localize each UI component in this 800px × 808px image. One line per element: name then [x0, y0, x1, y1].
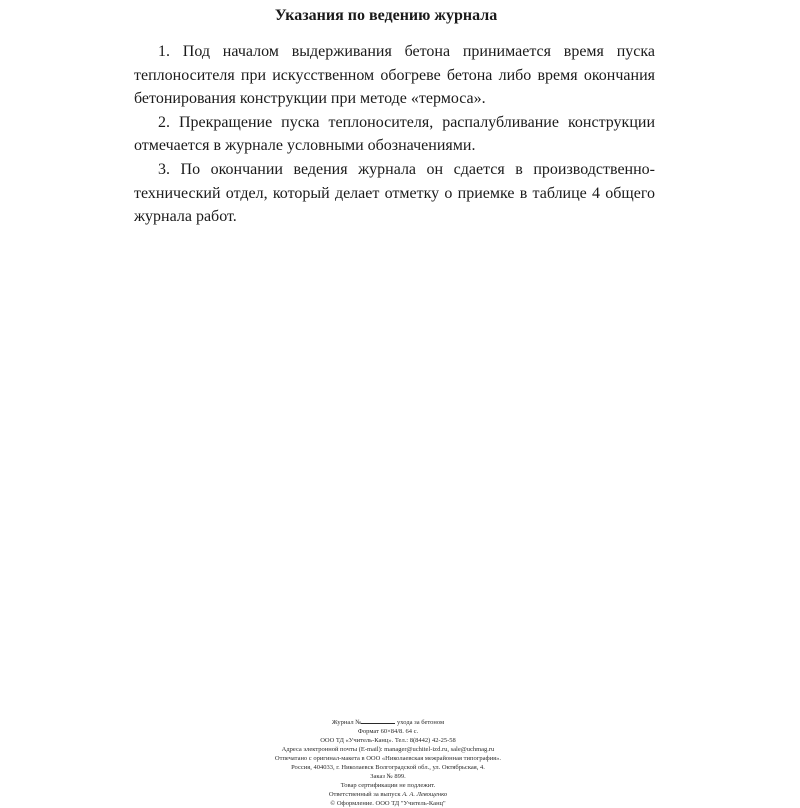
instruction-paragraph-1: 1. Под началом выдерживания бетона принимается время пуска теплоносителя при искусственном обогреве бетона либо время окончания бетонирования конструкции при методе «термоса».	[134, 43, 655, 108]
colophon	[200, 717, 576, 808]
colophon-journal-suffix: ухода за бетоном	[397, 719, 445, 726]
colophon-line-certification: Товар сертификации не подлежит.	[340, 782, 436, 789]
colophon-line-publisher: ООО ТД «Учитель-Канц». Тел.: 8(8442) 42-25-58	[320, 737, 456, 744]
colophon-blank-field	[361, 717, 395, 724]
colophon-line-order: Заказ № 899.	[370, 773, 406, 780]
colophon-line-journal	[200, 717, 576, 727]
colophon-line-responsible	[200, 790, 576, 799]
instruction-paragraph-3: 3. По окончании ведения журнала он сдается в производственно-технический отдел, который делает отметку о приемке в таблице 4 общего журнала работ.	[134, 160, 655, 226]
colophon-line-format: Формат 60×84/8. 64 с.	[357, 728, 419, 735]
instruction-paragraph-2: 2. Прекращение пуска теплоносителя, распалубливание конструкции отмечается в журнале условными обозначениями.	[134, 113, 655, 155]
colophon-line-address: Россия, 404033, г. Николаевск Волгоградской обл., ул. Октябрьская, 4.	[291, 764, 485, 771]
colophon-journal-prefix: Журнал №	[331, 719, 362, 726]
colophon-responsible-name: А. А. Левощенко	[402, 791, 448, 798]
page-title: Указания по ведению журнала	[274, 7, 498, 24]
colophon-line-email: Адреса электронной почты (E-mail): manager@uchitel-izd.ru, sale@uchmag.ru	[281, 746, 495, 753]
colophon-line-printer: Отпечатано с оригинал-макета в ООО «Николаевская межрайонная типография».	[274, 755, 502, 762]
colophon-line-copyright: © Оформление. ООО ТД "Учитель-Канц"	[330, 800, 446, 807]
colophon-responsible-prefix: Ответственный за выпуск	[328, 791, 401, 798]
instructions-body	[134, 40, 655, 229]
